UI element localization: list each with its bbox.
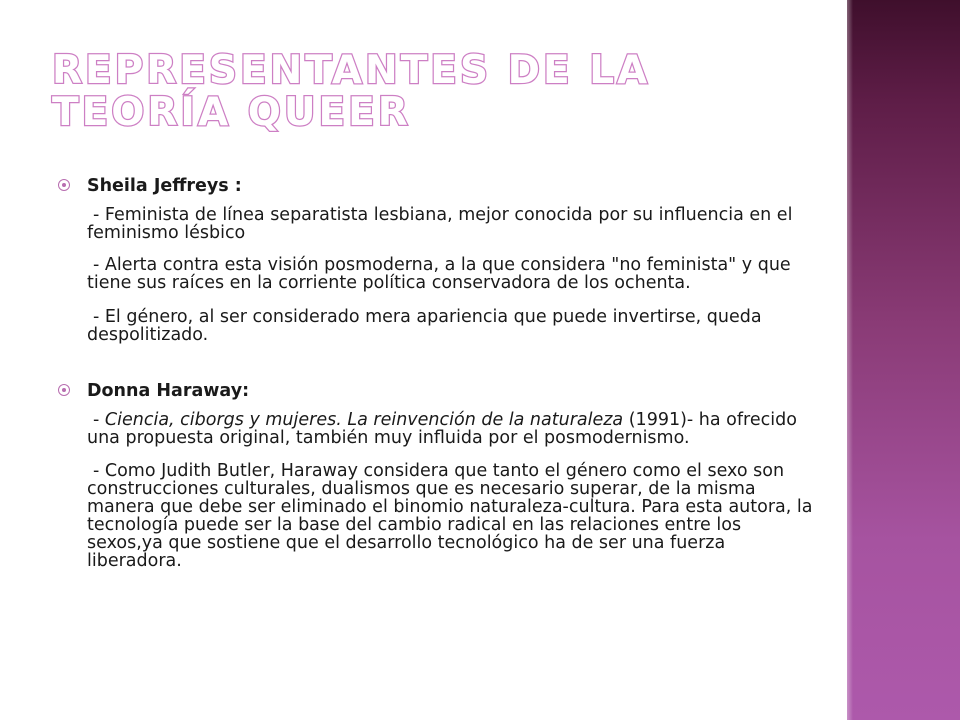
bullet-donna-haraway (58, 380, 818, 402)
paragraph-prefix: - (93, 410, 105, 430)
bullet-heading: Donna Haraway: (87, 381, 250, 401)
bullet-paragraph (58, 411, 818, 447)
decorative-side-bar (847, 0, 960, 720)
bullet-sheila-jeffreys (58, 175, 818, 197)
slide-title: REPRESENTANTES DE LA TEORÍA QUEER (52, 48, 651, 135)
circle-dot-bullet-icon (58, 179, 70, 191)
side-bar-highlight (847, 0, 853, 720)
bullet-paragraph: - Como Judith Butler, Haraway considera que tanto el género como el sexo son construcciones culturales, dualismos que es necesario superar, de la misma manera que debe ser eliminado el binomio naturaleza-cultura. Para esta autora, la tecnología puede ser la base del cambio radical en las relaciones entre los sexos,ya que sostiene que el desarrollo tecnológico ha de ser una fuerza liberadora. (87, 461, 813, 571)
bullet-paragraph: - Alerta contra esta visión posmoderna, a la que considera "no feminista" y que tiene sus raíces en la corriente política conservadora de los ochenta. (87, 255, 791, 293)
paragraph-suffix: (1991)- ha ofrecido una propuesta original, también muy influida por el posmodernismo. (87, 410, 797, 448)
bullet-heading: Sheila Jeffreys : (87, 176, 242, 196)
slide-content (58, 175, 818, 570)
bullet-paragraph: - Feminista de línea separatista lesbiana, mejor conocida por su influencia en el feminismo lésbico (87, 205, 793, 243)
circle-dot-bullet-icon (58, 384, 70, 396)
book-title: Ciencia, ciborgs y mujeres. La reinvención de la naturaleza (104, 410, 624, 430)
bullet-paragraph: - El género, al ser considerado mera apariencia que puede invertirse, queda despolitizado. (87, 307, 762, 345)
